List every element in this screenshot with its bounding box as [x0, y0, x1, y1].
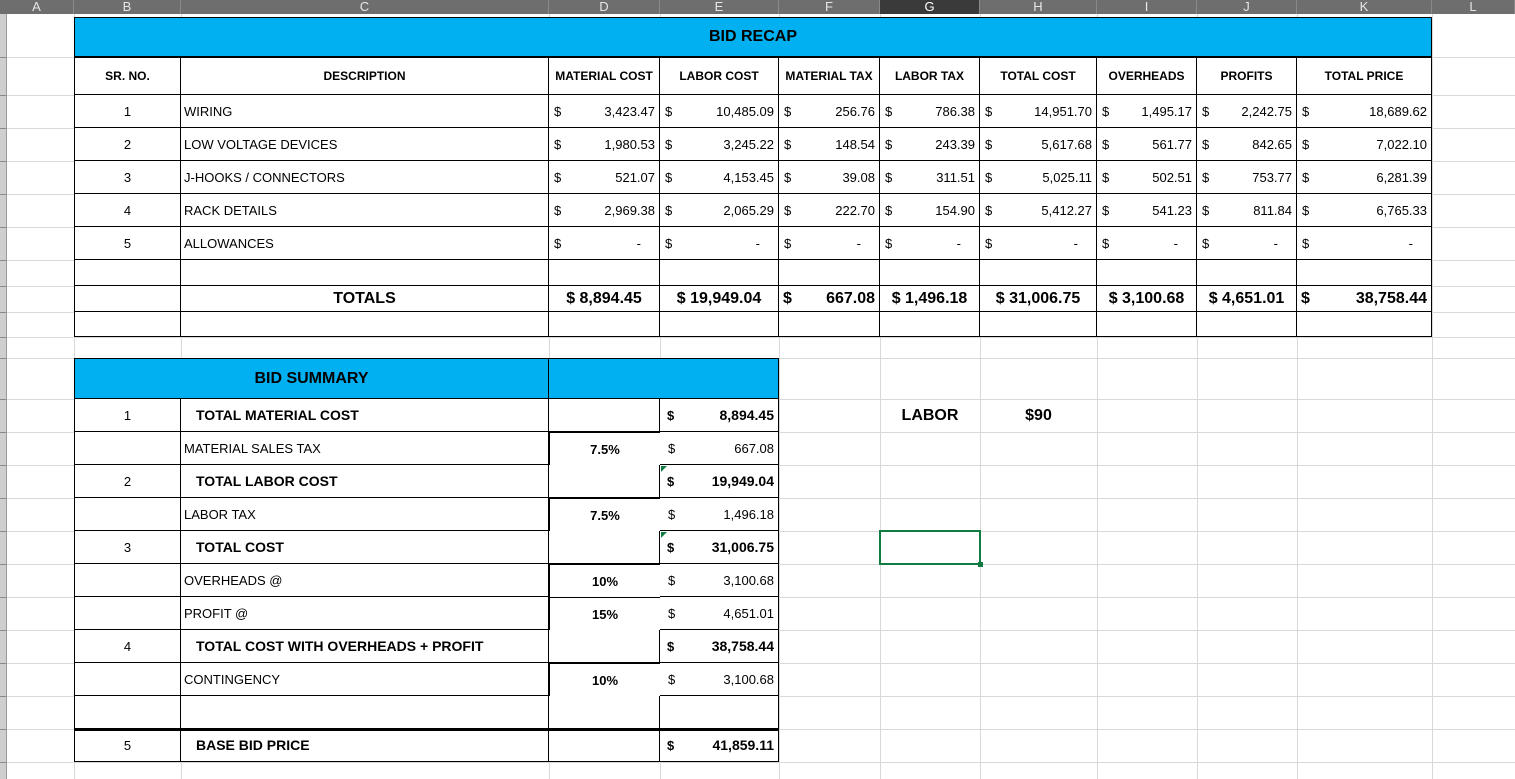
row-header-tick [0, 161, 6, 162]
bid-recap-title: BID RECAP [74, 17, 1432, 57]
summary-row-number[interactable]: 2 [74, 465, 181, 498]
recap-value: 6,281.39 [1376, 169, 1427, 185]
recap-value-cell[interactable] [779, 227, 880, 260]
recap-value: 842.65 [1252, 136, 1292, 152]
currency-symbol: $ [668, 572, 676, 588]
summary-percentage[interactable]: 10% [549, 564, 661, 598]
recap-row-number[interactable]: 2 [74, 128, 181, 161]
summary-percentage-empty[interactable] [549, 465, 660, 498]
recap-value-cell[interactable] [549, 194, 660, 227]
recap-value: 7,022.10 [1376, 136, 1427, 152]
recap-total-cell[interactable] [779, 286, 880, 312]
currency-symbol: $ [1102, 103, 1110, 119]
currency-symbol: $ [554, 136, 562, 152]
currency-symbol: $ [784, 235, 792, 251]
total-value: $ 3,100.68 [1108, 289, 1185, 307]
column-header-k[interactable]: K [1297, 0, 1432, 14]
summary-value-cell[interactable] [660, 663, 779, 696]
row-header-tick [0, 57, 6, 58]
summary-value-cell[interactable] [660, 531, 779, 564]
recap-empty-cell[interactable] [980, 260, 1097, 286]
recap-header-labor-tax: LABOR TAX [880, 57, 980, 95]
row-header-tick [0, 663, 6, 664]
recap-empty-cell[interactable] [1097, 312, 1197, 337]
recap-value-cell[interactable] [549, 95, 660, 128]
recap-value-cell[interactable] [880, 161, 980, 194]
currency-symbol: $ [1302, 235, 1310, 251]
currency-symbol: $ [1202, 136, 1210, 152]
summary-row-number[interactable]: 1 [74, 399, 181, 432]
gridline-horizontal [7, 762, 1515, 763]
recap-value-cell[interactable] [549, 161, 660, 194]
recap-row-description[interactable]: LOW VOLTAGE DEVICES [181, 128, 549, 161]
currency-symbol: $ [668, 440, 676, 456]
recap-value: - [856, 235, 861, 251]
summary-value: 38,758.44 [711, 638, 774, 654]
currency-symbol: $ [1302, 103, 1310, 119]
recap-empty-cell[interactable] [181, 260, 549, 286]
currency-symbol: $ [885, 136, 893, 152]
currency-symbol: $ [885, 169, 893, 185]
recap-empty-cell[interactable] [779, 260, 880, 286]
recap-value: - [755, 235, 760, 251]
recap-empty-cell[interactable] [1297, 312, 1432, 337]
recap-empty-cell[interactable] [779, 312, 880, 337]
recap-row-description[interactable]: ALLOWANCES [181, 227, 549, 260]
currency-symbol: $ [554, 103, 562, 119]
currency-symbol: $ [668, 506, 676, 522]
summary-row-label[interactable]: LABOR TAX [181, 498, 549, 531]
currency-symbol: $ [784, 103, 792, 119]
recap-value: 561.77 [1152, 136, 1192, 152]
summary-row-number[interactable] [74, 663, 181, 696]
error-indicator-icon [661, 466, 667, 472]
recap-value-cell[interactable] [1297, 194, 1432, 227]
summary-value-cell[interactable] [660, 597, 779, 630]
summary-value: 3,100.68 [723, 572, 774, 588]
total-value: $ 8,894.45 [566, 289, 642, 307]
summary-value-cell[interactable] [660, 399, 779, 432]
recap-empty-cell[interactable] [181, 312, 549, 337]
summary-row-number[interactable] [74, 597, 181, 630]
recap-empty-cell[interactable] [1197, 260, 1297, 286]
currency-symbol: $ [667, 638, 675, 654]
recap-total-cell[interactable] [880, 286, 980, 312]
currency-symbol: $ [985, 202, 993, 218]
recap-row-number[interactable]: 4 [74, 194, 181, 227]
summary-value-cell[interactable] [660, 465, 779, 498]
recap-row-description[interactable]: RACK DETAILS [181, 194, 549, 227]
recap-header-total-price: TOTAL PRICE [1297, 57, 1432, 95]
recap-empty-cell[interactable] [549, 312, 660, 337]
recap-empty-cell[interactable] [660, 312, 779, 337]
currency-symbol: $ [1102, 169, 1110, 185]
summary-percentage-empty[interactable] [549, 630, 660, 663]
row-header-tick [0, 762, 6, 763]
column-header-j[interactable]: J [1197, 0, 1297, 14]
summary-percentage[interactable]: 15% [549, 597, 661, 631]
recap-value: 5,617.68 [1041, 136, 1092, 152]
currency-symbol: $ [1202, 169, 1210, 185]
recap-value: 1,980.53 [604, 136, 655, 152]
recap-total-cell[interactable] [1197, 286, 1297, 312]
currency-symbol: $ [667, 407, 675, 423]
row-header-tick [0, 564, 6, 565]
summary-value-cell[interactable] [660, 729, 779, 762]
recap-value: 502.51 [1152, 169, 1192, 185]
recap-total-cell[interactable] [1297, 286, 1432, 312]
total-value: $ 4,651.01 [1208, 289, 1285, 307]
summary-value: 8,894.45 [719, 407, 774, 423]
recap-value: 39.08 [842, 169, 875, 185]
recap-value-cell[interactable] [549, 227, 660, 260]
column-header-c[interactable]: C [181, 0, 549, 14]
summary-value: 19,949.04 [711, 473, 774, 489]
recap-value-cell[interactable] [779, 95, 880, 128]
row-header-tick [0, 337, 6, 338]
currency-symbol: $ [554, 202, 562, 218]
recap-value-cell[interactable] [660, 161, 779, 194]
recap-value: 5,412.27 [1041, 202, 1092, 218]
summary-percentage-empty[interactable] [549, 531, 660, 564]
recap-empty-cell[interactable] [74, 312, 181, 337]
recap-value: 1,495.17 [1141, 103, 1192, 119]
recap-value: 2,969.38 [604, 202, 655, 218]
recap-value-cell[interactable] [779, 161, 880, 194]
recap-value-cell[interactable] [1297, 227, 1432, 260]
column-header-e[interactable]: E [660, 0, 779, 14]
row-header-tick [0, 597, 6, 598]
currency-symbol: $ [885, 103, 893, 119]
recap-value: 2,065.29 [723, 202, 774, 218]
recap-value-cell[interactable] [660, 128, 779, 161]
recap-value: 811.84 [1253, 202, 1292, 218]
row-header-tick [0, 498, 6, 499]
recap-value-cell[interactable] [1297, 161, 1432, 194]
recap-header-total-cost: TOTAL COST [980, 57, 1097, 95]
row-header-tick [0, 286, 6, 287]
recap-value: 148.54 [835, 136, 875, 152]
recap-value-cell[interactable] [980, 227, 1097, 260]
gridline-horizontal [7, 337, 1515, 338]
currency-symbol: $ [1102, 136, 1110, 152]
recap-value: - [1173, 235, 1178, 251]
recap-value-cell[interactable] [980, 161, 1097, 194]
summary-value-cell[interactable] [660, 498, 779, 531]
column-header-l[interactable]: L [1432, 0, 1515, 14]
recap-value-cell[interactable] [1197, 128, 1297, 161]
currency-symbol: $ [665, 136, 673, 152]
recap-value: 243.39 [935, 136, 975, 152]
currency-symbol: $ [667, 737, 675, 753]
summary-row-number[interactable]: 4 [74, 630, 181, 663]
column-header-b[interactable]: B [74, 0, 181, 14]
recap-value: - [956, 235, 961, 251]
recap-value-cell[interactable] [660, 95, 779, 128]
recap-value-cell[interactable] [1197, 194, 1297, 227]
currency-symbol: $ [665, 202, 673, 218]
bid-summary-title-band [549, 358, 779, 399]
summary-value: 31,006.75 [711, 539, 774, 555]
recap-value-cell[interactable] [880, 227, 980, 260]
recap-value-cell[interactable] [779, 128, 880, 161]
bid-summary-title: BID SUMMARY [74, 358, 549, 399]
row-header-tick [0, 531, 6, 532]
currency-symbol: $ [1302, 202, 1310, 218]
recap-value: 10,485.09 [716, 103, 774, 119]
column-header-f[interactable]: F [779, 0, 880, 14]
summary-row-label[interactable]: TOTAL COST WITH OVERHEADS + PROFIT [181, 630, 549, 663]
currency-symbol: $ [554, 235, 562, 251]
row-header-tick [0, 95, 6, 96]
summary-value: 1,496.18 [723, 506, 774, 522]
recap-empty-cell[interactable] [880, 260, 980, 286]
summary-row-label[interactable]: BASE BID PRICE [181, 729, 549, 762]
summary-value: 3,100.68 [723, 671, 774, 687]
recap-value: 6,765.33 [1376, 202, 1427, 218]
summary-row-number[interactable]: 5 [74, 729, 181, 762]
recap-value-cell[interactable] [1097, 161, 1197, 194]
summary-percentage[interactable]: 10% [549, 663, 661, 697]
recap-value-cell[interactable] [779, 194, 880, 227]
recap-empty-cell[interactable] [1297, 260, 1432, 286]
row-header-tick [0, 432, 6, 433]
recap-value-cell[interactable] [980, 95, 1097, 128]
summary-value-cell[interactable] [660, 564, 779, 597]
currency-symbol: $ [885, 235, 893, 251]
currency-symbol: $ [1202, 103, 1210, 119]
currency-symbol: $ [1102, 202, 1110, 218]
column-header-g[interactable]: G [880, 0, 980, 14]
recap-empty-cell[interactable] [660, 260, 779, 286]
recap-header-profits: PROFITS [1197, 57, 1297, 95]
recap-value: 541.23 [1152, 202, 1192, 218]
summary-row-label[interactable] [181, 696, 549, 729]
currency-symbol: $ [985, 103, 993, 119]
currency-symbol: $ [885, 202, 893, 218]
currency-symbol: $ [1302, 169, 1310, 185]
recap-totals-empty[interactable] [74, 286, 181, 312]
recap-value: 3,245.22 [723, 136, 774, 152]
recap-value: 222.70 [835, 202, 875, 218]
recap-header-description: DESCRIPTION [181, 57, 549, 95]
recap-value-cell[interactable] [1097, 227, 1197, 260]
summary-value-cell[interactable] [660, 432, 779, 465]
recap-value: 311.51 [936, 169, 975, 185]
recap-empty-cell[interactable] [1197, 312, 1297, 337]
recap-value-cell[interactable] [1197, 161, 1297, 194]
recap-value: 3,423.47 [604, 103, 655, 119]
summary-row-label[interactable]: TOTAL COST [181, 531, 549, 564]
currency-symbol: $ [667, 473, 675, 489]
recap-value: 2,242.75 [1241, 103, 1292, 119]
row-header-tick [0, 227, 6, 228]
currency-symbol: $ [667, 539, 675, 555]
recap-value-cell[interactable] [880, 128, 980, 161]
summary-percentage-empty[interactable] [549, 696, 660, 729]
recap-row-number[interactable]: 3 [74, 161, 181, 194]
currency-symbol: $ [1202, 202, 1210, 218]
summary-row-number[interactable] [74, 498, 181, 531]
recap-value: - [636, 235, 641, 251]
currency-symbol: $ [668, 605, 676, 621]
currency-symbol: $ [1302, 136, 1310, 152]
recap-header-overheads: OVERHEADS [1097, 57, 1197, 95]
recap-value-cell[interactable] [880, 95, 980, 128]
summary-row-number[interactable] [74, 696, 181, 729]
summary-value: 4,651.01 [723, 605, 774, 621]
currency-symbol: $ [985, 235, 993, 251]
recap-value-cell[interactable] [1297, 128, 1432, 161]
summary-value-cell[interactable] [660, 696, 779, 729]
summary-row-number[interactable] [74, 432, 181, 465]
recap-value-cell[interactable] [1197, 227, 1297, 260]
row-header-tick [0, 465, 6, 466]
recap-empty-cell[interactable] [1097, 260, 1197, 286]
row-header-tick [0, 358, 6, 359]
column-header-a[interactable]: A [0, 0, 74, 14]
recap-value-cell[interactable] [1097, 194, 1197, 227]
summary-percentage-empty[interactable] [549, 729, 660, 762]
recap-value-cell[interactable] [1097, 95, 1197, 128]
column-header-h[interactable]: H [980, 0, 1097, 14]
total-value: 667.08 [826, 289, 875, 307]
currency-symbol: $ [985, 169, 993, 185]
summary-row-number[interactable] [74, 564, 181, 597]
recap-value: 521.07 [615, 169, 655, 185]
recap-value-cell[interactable] [980, 128, 1097, 161]
recap-value: 786.38 [935, 103, 975, 119]
currency-symbol: $ [1102, 235, 1110, 251]
recap-value-cell[interactable] [1097, 128, 1197, 161]
recap-value: 154.90 [935, 202, 975, 218]
recap-empty-cell[interactable] [74, 260, 181, 286]
currency-symbol: $ [665, 103, 673, 119]
currency-symbol: $ [784, 202, 792, 218]
total-value: $ 1,496.18 [891, 289, 968, 307]
summary-percentage[interactable]: 7.5% [549, 498, 661, 532]
column-header-d[interactable]: D [549, 0, 660, 14]
recap-empty-cell[interactable] [980, 312, 1097, 337]
summary-value: 667.08 [734, 440, 774, 456]
row-header-tick [0, 399, 6, 400]
recap-row-number[interactable]: 1 [74, 95, 181, 128]
row-header-tick [0, 729, 6, 730]
recap-header-labor-cost: LABOR COST [660, 57, 779, 95]
total-currency: $ [1301, 289, 1310, 307]
labor-rate-value[interactable]: $90 [1025, 406, 1052, 424]
recap-value: - [1273, 235, 1278, 251]
recap-value-cell[interactable] [880, 194, 980, 227]
recap-value: - [1408, 235, 1413, 251]
recap-value: 14,951.70 [1034, 103, 1092, 119]
currency-symbol: $ [784, 169, 792, 185]
currency-symbol: $ [668, 671, 676, 687]
recap-header-material-cost: MATERIAL COST [549, 57, 660, 95]
currency-symbol: $ [1202, 235, 1210, 251]
recap-value-cell[interactable] [1297, 95, 1432, 128]
total-value: $ 19,949.04 [676, 289, 762, 307]
total-value: 38,758.44 [1355, 289, 1427, 307]
labor-rate-label[interactable]: LABOR [901, 406, 959, 424]
recap-value-cell[interactable] [549, 128, 660, 161]
recap-value-cell[interactable] [980, 194, 1097, 227]
summary-row-label[interactable]: MATERIAL SALES TAX [181, 432, 549, 465]
row-header-tick [0, 260, 6, 261]
currency-symbol: $ [784, 136, 792, 152]
recap-total-cell[interactable] [660, 286, 779, 312]
summary-value-cell[interactable] [660, 630, 779, 663]
summary-row-number[interactable]: 3 [74, 531, 181, 564]
summary-value: 41,859.11 [712, 737, 774, 753]
summary-percentage-empty[interactable] [549, 399, 660, 432]
recap-value-cell[interactable] [1197, 95, 1297, 128]
row-header-tick [0, 194, 6, 195]
recap-row-number[interactable]: 5 [74, 227, 181, 260]
summary-row-label[interactable]: TOTAL MATERIAL COST [181, 399, 549, 432]
row-header-tick [0, 312, 6, 313]
currency-symbol: $ [665, 169, 673, 185]
total-currency: $ [783, 289, 792, 307]
recap-total-cell[interactable] [549, 286, 660, 312]
recap-value: 4,153.45 [723, 169, 774, 185]
recap-empty-cell[interactable] [549, 260, 660, 286]
summary-row-label[interactable]: TOTAL LABOR COST [181, 465, 549, 498]
recap-value: - [1073, 235, 1078, 251]
recap-value: 753.77 [1252, 169, 1292, 185]
row-header-tick [0, 630, 6, 631]
summary-divider [74, 729, 779, 731]
summary-row-label[interactable]: PROFIT @ [181, 597, 549, 630]
recap-total-cell[interactable] [1097, 286, 1197, 312]
recap-header-sr-no: SR. NO. [74, 57, 181, 95]
recap-value: 256.76 [835, 103, 875, 119]
recap-totals-label[interactable]: TOTALS [181, 286, 549, 312]
recap-row-description[interactable]: WIRING [181, 95, 549, 128]
row-header-tick [0, 696, 6, 697]
total-value: $ 31,006.75 [995, 289, 1081, 307]
error-indicator-icon [661, 532, 667, 538]
currency-symbol: $ [665, 235, 673, 251]
recap-value-cell[interactable] [660, 194, 779, 227]
recap-row-description[interactable]: J-HOOKS / CONNECTORS [181, 161, 549, 194]
summary-row-label[interactable]: CONTINGENCY [181, 663, 549, 696]
recap-value: 5,025.11 [1042, 169, 1092, 185]
recap-empty-cell[interactable] [880, 312, 980, 337]
summary-row-label[interactable]: OVERHEADS @ [181, 564, 549, 597]
recap-value: 18,689.62 [1369, 103, 1427, 119]
column-header-i[interactable]: I [1097, 0, 1197, 14]
active-cell-selection[interactable] [879, 530, 981, 565]
recap-value-cell[interactable] [660, 227, 779, 260]
row-header-tick [0, 128, 6, 129]
recap-total-cell[interactable] [980, 286, 1097, 312]
summary-percentage[interactable]: 7.5% [549, 432, 661, 466]
recap-header-material-tax: MATERIAL TAX [779, 57, 880, 95]
currency-symbol: $ [985, 136, 993, 152]
currency-symbol: $ [554, 169, 562, 185]
